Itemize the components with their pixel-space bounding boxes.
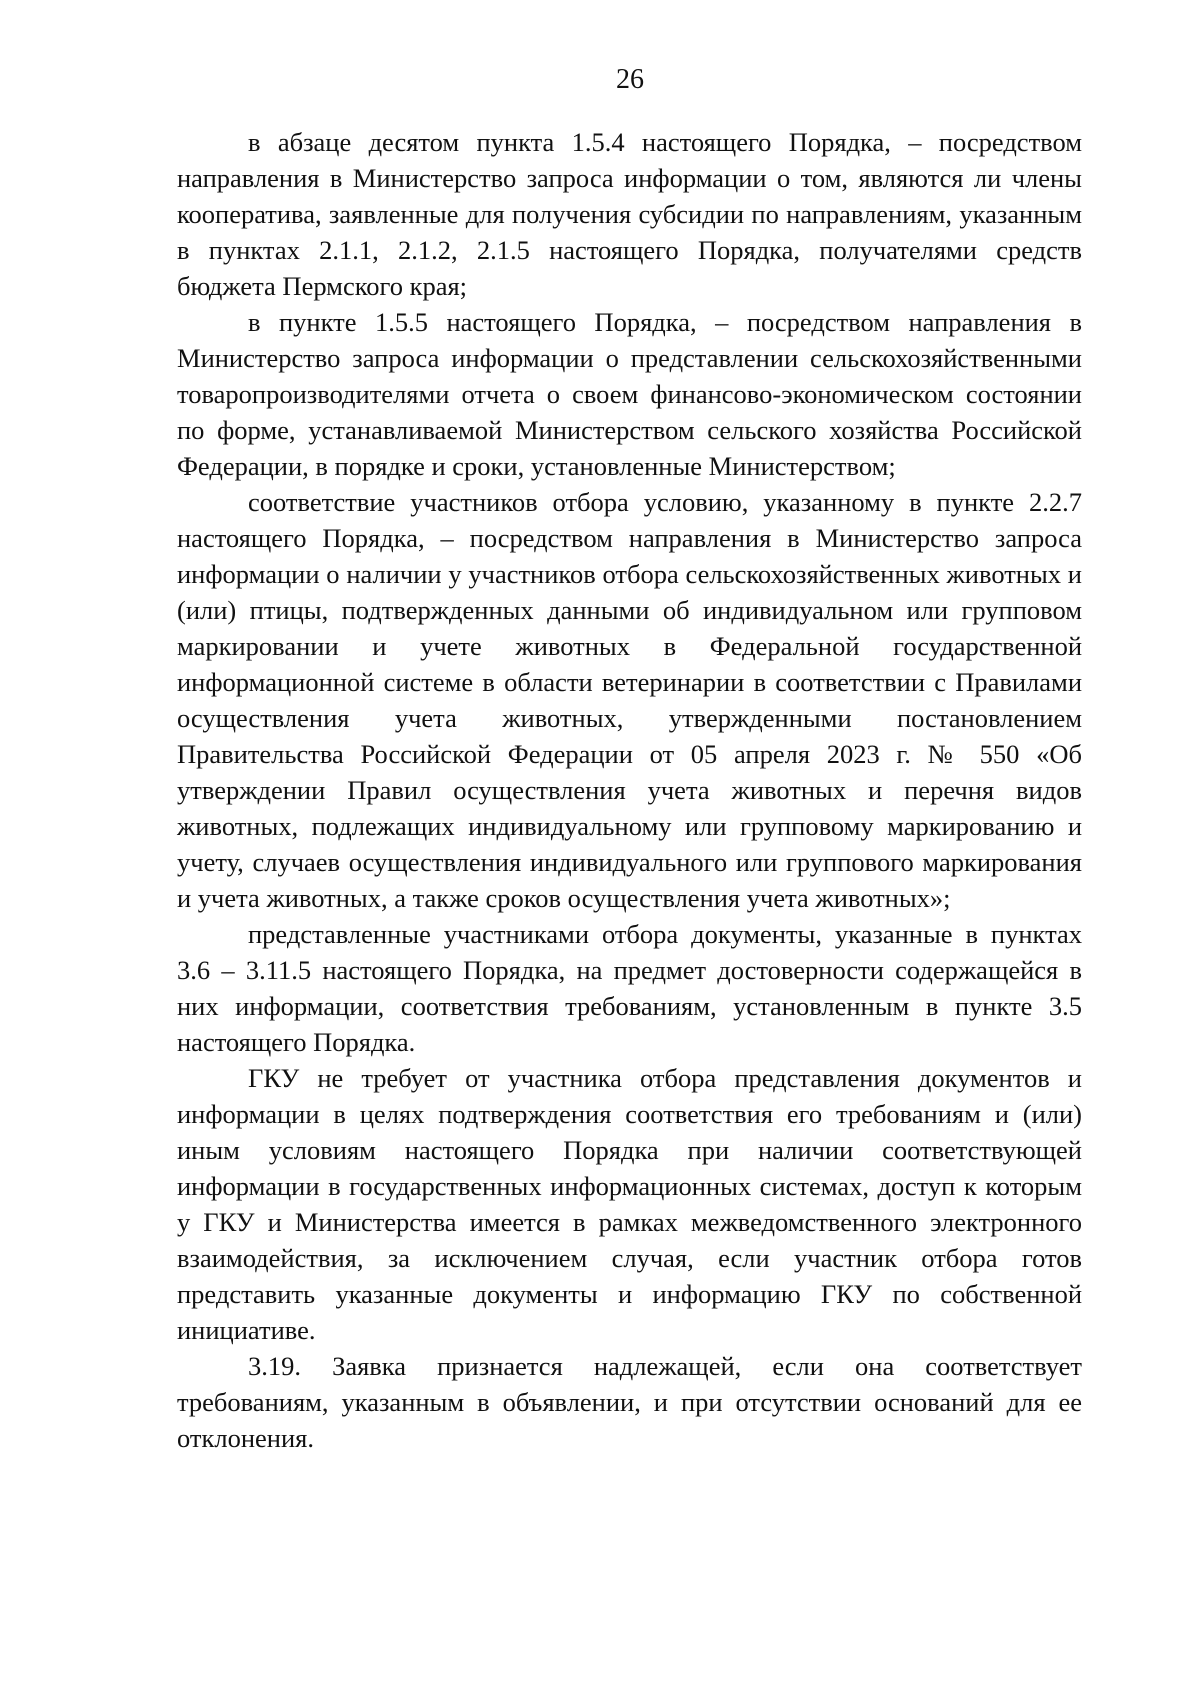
paragraph-3-19: 3.19. Заявка признается надлежащей, если она соответствует требованиям, указанным в объявлении, и при отсутствии оснований для ее отклонения. [177, 1351, 1082, 1453]
paragraph-punkt-2-2-7: соответствие участников отбора условию, указанному в пункте 2.2.7 настоящего Порядка, – посредством направления в Министерство запроса информации о наличии у участников отбора сельскохозяйственных животных и (или) птицы, подтвержденных данными об индивидуальном или групповом маркировании и учете животных в Федеральной государственной информационной системе в области ветеринарии в соответствии с Правилами осуществления учета животных, утвержденными постановлением Правительства Российской Федерации от 05 апреля 2023 г. № 550 «Об утверждении Правил осуществления учета животных и перечня видов животных, подлежащих индивидуальному или групповому маркированию и учету, случаев осуществления индивидуального или группового маркирования и учета животных, а также сроков осуществления учета животных»; [177, 487, 1082, 913]
paragraph-punkt-1-5-5: в пункте 1.5.5 настоящего Порядка, – посредством направления в Министерство запроса информации о представлении сельскохозяйственными товаропроизводителями отчета о своем финансово-экономическом состоянии по форме, устанавливаемой Министерством сельского хозяйства Российской Федерации, в порядке и сроки, установленные Министерством; [177, 307, 1082, 481]
paragraph-abzac-1-5-4: в абзаце десятом пункта 1.5.4 настоящего Порядка, – посредством направления в Министерство запроса информации о том, являются ли члены кооператива, заявленные для получения субсидии по направлениям, указанным в пунктах 2.1.1, 2.1.2, 2.1.5 настоящего Порядка, получателями средств бюджета Пермского края; [177, 127, 1082, 301]
document-body [177, 124, 1082, 1456]
paragraph-documents-3-6-3-11-5: представленные участниками отбора документы, указанные в пунктах 3.6 – 3.11.5 настоящего Порядка, на предмет достоверности содержащейся в них информации, соответствия требованиям, установленным в пункте 3.5 настоящего Порядка. [177, 919, 1082, 1057]
paragraph-gku-requirements: ГКУ не требует от участника отбора представления документов и информации в целях подтверждения соответствия его требованиям и (или) иным условиям настоящего Порядка при наличии соответствующей информации в государственных информационных системах, доступ к которым у ГКУ и Министерства имеется в рамках межведомственного электронного взаимодействия, за исключением случая, если участник отбора готов представить указанные документы и информацию ГКУ по собственной инициативе. [177, 1063, 1082, 1345]
page-number: 26 [616, 64, 644, 95]
